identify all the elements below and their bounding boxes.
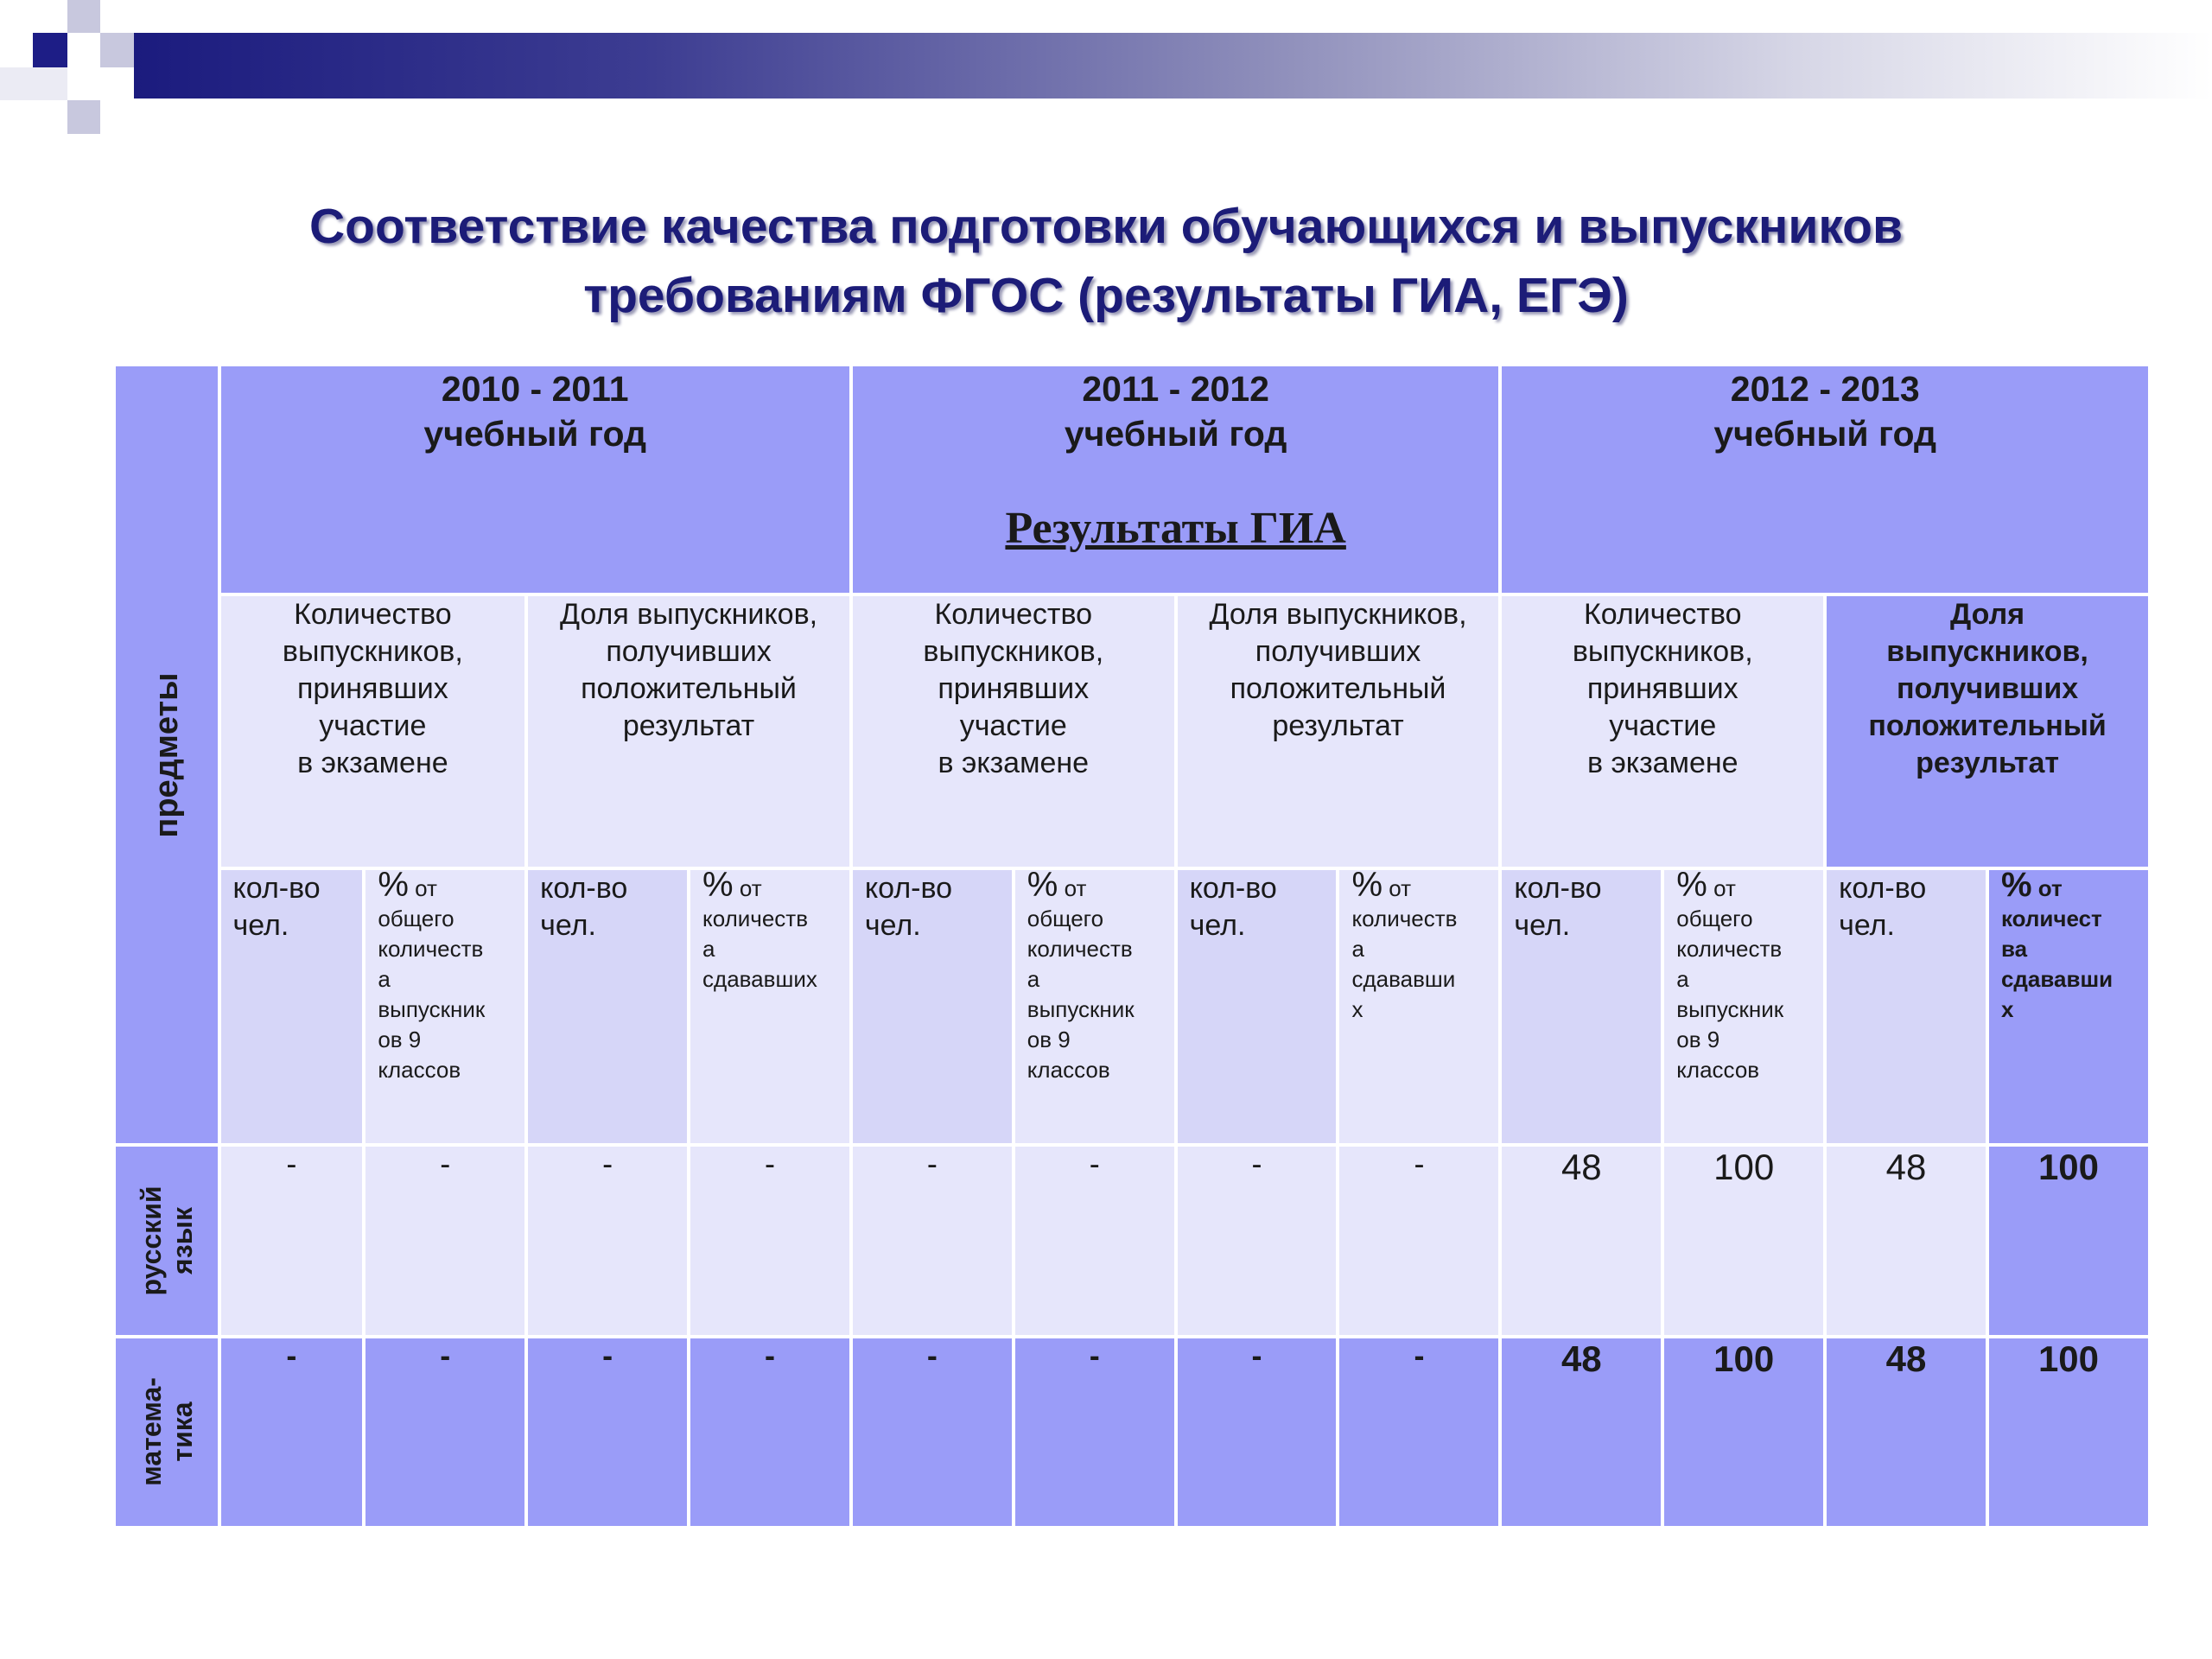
percent-sign: %	[2000, 865, 2032, 904]
header-line: результат	[1916, 746, 2060, 779]
table-cell: -	[1339, 1338, 1498, 1526]
group-header-participants	[1502, 596, 1823, 867]
logo-square	[0, 67, 67, 100]
table-cell: 100	[1989, 1147, 2148, 1334]
header-line: чел.	[1514, 908, 1571, 942]
table-cell: 48	[1502, 1338, 1661, 1526]
table-cell: -	[690, 1338, 849, 1526]
header-line: выпускник	[1676, 995, 1784, 1022]
header-line: классов	[1027, 1056, 1110, 1083]
title-line-2: требованиям ФГОС (результаты ГИА, ЕГЭ)	[583, 268, 1629, 323]
group-header-positive	[1178, 596, 1499, 867]
header-line: получивших	[1255, 634, 1421, 668]
table-cell: 48	[1827, 1147, 1986, 1334]
percent-sign: %	[1676, 865, 1707, 904]
subheader-pct-taken	[1339, 865, 1498, 1144]
table-cell: 100	[1664, 1338, 1823, 1526]
table-cell: -	[690, 1147, 849, 1334]
header-line: участие	[319, 709, 427, 742]
header-line: выпускников,	[282, 634, 463, 668]
header-line: принявших	[938, 671, 1090, 705]
subject-label	[136, 1185, 198, 1295]
table-cell: 48	[1827, 1338, 1986, 1526]
header-line: положительный	[581, 671, 797, 705]
header-line: положительный	[1868, 709, 2107, 742]
header-line: Количество	[1583, 597, 1742, 631]
header-line: выпускников,	[1572, 634, 1753, 668]
header-line: принявших	[296, 671, 448, 705]
header-line: выпускник	[1027, 995, 1135, 1022]
header-line: общего	[1027, 905, 1104, 931]
header-line: количеств	[378, 935, 484, 962]
subject-line: русский	[135, 1185, 167, 1296]
year-label: учебный год	[1713, 414, 1937, 454]
table-cell: 100	[1989, 1338, 2148, 1526]
results-table	[112, 363, 2152, 1529]
header-line: количеств	[702, 905, 809, 931]
logo-square	[100, 33, 134, 67]
year-label: учебный год	[1064, 414, 1287, 454]
gia-results-label: Результаты ГИА	[1005, 504, 1346, 553]
subheader-pct-taken	[1989, 865, 2148, 1144]
header-line: количест	[2000, 905, 2102, 931]
header-line: получивших	[606, 634, 772, 668]
group-header-participants	[853, 596, 1174, 867]
subject-label	[136, 1377, 198, 1486]
logo-square	[67, 100, 100, 134]
header-line: сдававши	[2000, 965, 2113, 992]
table-cell: 100	[1664, 1147, 1823, 1334]
header-line: количеств	[1027, 935, 1133, 962]
header-line: ва	[2000, 935, 2028, 962]
subjects-header-cell	[116, 366, 218, 1143]
table-cell: -	[365, 1147, 524, 1334]
subheader-qty	[221, 870, 363, 1144]
header-line: чел.	[540, 908, 596, 942]
header-line: количеств	[1676, 935, 1783, 962]
year-label: учебный год	[423, 414, 647, 454]
header-line: ов 9	[378, 1026, 422, 1052]
subject-cell	[116, 1338, 218, 1526]
subject-line: матема-	[135, 1377, 167, 1487]
year-header	[221, 366, 849, 593]
header-line: результат	[622, 709, 755, 742]
subject-line: тика	[166, 1402, 198, 1462]
header-line: получивших	[1896, 671, 2079, 705]
year-header	[1502, 366, 2148, 593]
table-cell: -	[221, 1338, 363, 1526]
header-line: от	[739, 874, 762, 901]
header-line: Доля	[1950, 597, 2025, 631]
header-line: а	[1351, 935, 1364, 962]
table-cell: -	[365, 1338, 524, 1526]
header-line: кол-во	[864, 871, 953, 905]
header-line: от	[1064, 874, 1087, 901]
group-header-participants	[221, 596, 525, 867]
group-header-positive	[528, 596, 849, 867]
header-line: положительный	[1230, 671, 1446, 705]
table-cell: -	[853, 1147, 1012, 1334]
header-line: ов 9	[1676, 1026, 1720, 1052]
table-cell: -	[528, 1147, 687, 1334]
header-line: в экзамене	[938, 746, 1090, 779]
header-line: кол-во	[1839, 871, 1927, 905]
table-cell: -	[528, 1338, 687, 1526]
header-line: в экзамене	[297, 746, 448, 779]
title-line-1: Соответствие качества подготовки обучающихся и выпускников	[308, 199, 1903, 254]
table-cell: -	[1015, 1147, 1174, 1334]
table-cell: -	[1339, 1147, 1498, 1334]
header-line: Доля выпускников,	[1209, 597, 1467, 631]
year-range: 2011 - 2012	[1082, 369, 1269, 409]
table-cell: -	[1178, 1147, 1337, 1334]
percent-sign: %	[378, 865, 409, 904]
table-row	[116, 1147, 2148, 1334]
header-line: Доля выпускников,	[559, 597, 818, 631]
subject-cell	[116, 1147, 218, 1334]
header-line: общего	[378, 905, 454, 931]
header-line: кол-во	[232, 871, 321, 905]
header-line: выпускник	[378, 995, 486, 1022]
header-line: х	[1351, 995, 1363, 1022]
header-line: от	[1713, 874, 1736, 901]
logo-square	[67, 0, 100, 33]
percent-sign: %	[1027, 865, 1058, 904]
header-line: чел.	[864, 908, 921, 942]
logo-square	[33, 33, 67, 67]
header-line: классов	[378, 1056, 461, 1083]
header-line: чел.	[1839, 908, 1895, 942]
year-range: 2012 - 2013	[1730, 369, 1920, 409]
header-line: выпускников,	[923, 634, 1104, 668]
header-line: от	[415, 874, 437, 901]
subheader-qty	[1178, 870, 1337, 1144]
table-cell: 48	[1502, 1147, 1661, 1334]
subheader-qty	[1827, 870, 1986, 1144]
header-line: чел.	[232, 908, 289, 942]
subheader-pct-total	[1015, 865, 1174, 1144]
header-line: а	[1676, 965, 1689, 992]
header-line: участие	[959, 709, 1067, 742]
logo-square	[100, 67, 134, 100]
header-line: результат	[1272, 709, 1404, 742]
header-line: а	[378, 965, 391, 992]
header-line: Количество	[294, 597, 452, 631]
header-line: чел.	[1189, 908, 1246, 942]
subheader-qty	[853, 870, 1012, 1144]
header-line: кол-во	[1189, 871, 1277, 905]
header-line: от	[1389, 874, 1412, 901]
subject-line: язык	[166, 1207, 198, 1274]
header-line: а	[1027, 965, 1040, 992]
subheader-qty	[1502, 870, 1661, 1144]
header-line: а	[702, 935, 715, 962]
header-line: количеств	[1351, 905, 1458, 931]
year-header	[853, 366, 1498, 593]
table-row	[116, 1338, 2148, 1526]
subheader-pct-taken	[690, 865, 849, 1144]
table-cell: -	[853, 1338, 1012, 1526]
header-line: классов	[1676, 1056, 1760, 1083]
header-line: кол-во	[540, 871, 628, 905]
subheader-pct-total	[1664, 865, 1823, 1144]
header-band	[134, 33, 2212, 99]
header-line: выпускников,	[1886, 634, 2088, 668]
header-line: общего	[1676, 905, 1753, 931]
subheader-pct-total	[365, 865, 524, 1144]
subjects-header: предметы	[148, 672, 185, 838]
header-line: участие	[1609, 709, 1717, 742]
header-line: Количество	[934, 597, 1093, 631]
header-line: сдававших	[702, 965, 817, 992]
slide-title	[138, 192, 2074, 330]
header-line: принявших	[1586, 671, 1738, 705]
table-cell: -	[1178, 1338, 1337, 1526]
header-line: сдававши	[1351, 965, 1456, 992]
group-header-positive-2013	[1827, 596, 2148, 867]
year-range: 2010 - 2011	[441, 369, 629, 409]
header-line: х	[2000, 995, 2014, 1022]
header-line: от	[2037, 874, 2063, 901]
table-cell: -	[1015, 1338, 1174, 1526]
subheader-qty	[528, 870, 687, 1144]
header-line: в экзамене	[1586, 746, 1738, 779]
table-cell: -	[221, 1147, 363, 1334]
percent-sign: %	[702, 865, 734, 904]
header-line: ов 9	[1027, 1026, 1071, 1052]
header-line: кол-во	[1514, 871, 1602, 905]
percent-sign: %	[1351, 865, 1383, 904]
